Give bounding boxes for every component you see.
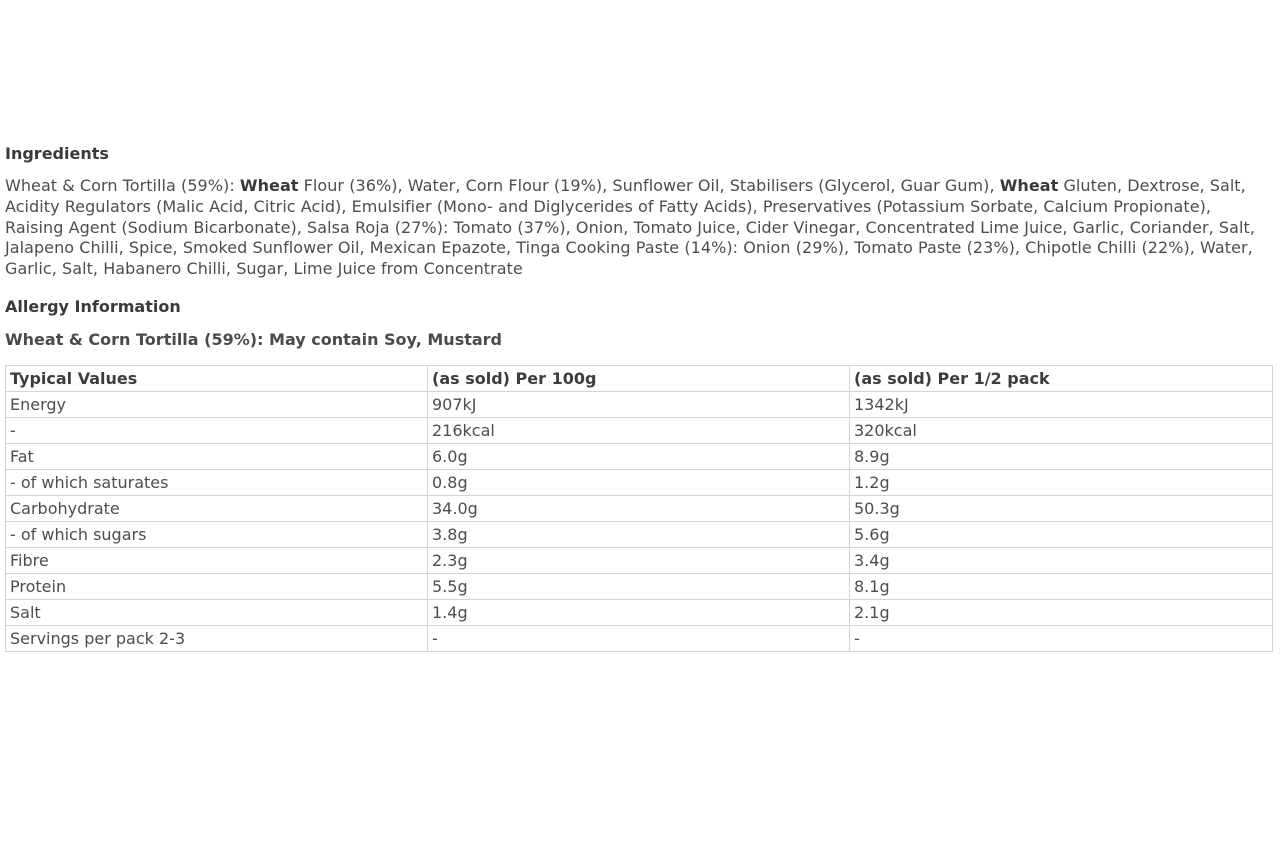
nutrient-name: Salt — [6, 599, 428, 625]
allergy-text: Wheat & Corn Tortilla (59%): May contain Soy, Mustard — [5, 329, 503, 349]
value-per-100g: 6.0g — [428, 443, 850, 469]
value-per-100g: 0.8g — [428, 469, 850, 495]
value-per-half-pack: 8.9g — [850, 443, 1273, 469]
nutrient-name: Carbohydrate — [6, 495, 428, 521]
value-per-half-pack: 3.4g — [850, 547, 1273, 573]
header-per-100g: (as sold) Per 100g — [428, 365, 850, 391]
table-row — [6, 599, 1273, 625]
value-per-half-pack: 1.2g — [850, 469, 1273, 495]
nutrition-header-row — [6, 365, 1273, 391]
value-per-half-pack: 1342kJ — [850, 391, 1273, 417]
ingredients-text — [5, 176, 1272, 280]
value-per-100g: - — [428, 625, 850, 651]
nutrient-name: Fibre — [6, 547, 428, 573]
value-per-half-pack: 8.1g — [850, 573, 1273, 599]
nutrient-name: - of which sugars — [6, 521, 428, 547]
allergy-heading: Allergy Information — [5, 296, 181, 316]
table-row — [6, 495, 1273, 521]
value-per-100g: 2.3g — [428, 547, 850, 573]
value-per-100g: 907kJ — [428, 391, 850, 417]
value-per-half-pack: 2.1g — [850, 599, 1273, 625]
allergen-wheat: Wheat — [239, 176, 299, 195]
nutrition-table — [5, 365, 1273, 652]
value-per-100g: 1.4g — [428, 599, 850, 625]
value-per-half-pack: 50.3g — [850, 495, 1273, 521]
value-per-half-pack: - — [850, 625, 1273, 651]
nutrient-name: Fat — [6, 443, 428, 469]
table-row — [6, 573, 1273, 599]
ingredients-segment: Gluten, Dextrose, Salt, Acidity Regulators (Malic Acid, Citric Acid), Emulsifier (Mono- and Diglycerides of Fatty Acids), Preservatives (Potassium Sorbate, Calcium Propionate), Raising Agent (Sodium Bicarbonate), Salsa Roja (27%): Tomato (37%), Onion, Tomato Juice, Cider Vinegar, Concentrated Lime Juice, Garlic, Coriander, Salt, Jalapeno Chilli, Spice, Smoked Sunflower Oil, Mexican Epazote, Tinga Cooking Paste (14%): Onion (29%), Tomato Paste (23%), Chipotle Chilli (22%), Water, Garlic, Salt, Habanero Chilli, Sugar, Lime Juice from Concentrate — [5, 176, 1255, 279]
value-per-100g: 34.0g — [428, 495, 850, 521]
value-per-100g: 3.8g — [428, 521, 850, 547]
nutrient-name: Servings per pack 2-3 — [6, 625, 428, 651]
table-row — [6, 469, 1273, 495]
table-row — [6, 547, 1273, 573]
ingredients-segment: Flour (36%), Water, Corn Flour (19%), Sunflower Oil, Stabilisers (Glycerol, Guar Gum), — [298, 176, 1000, 195]
header-typical-values: Typical Values — [6, 365, 428, 391]
ingredients-segment: Wheat & Corn Tortilla (59%): — [5, 176, 240, 195]
nutrient-name: - — [6, 417, 428, 443]
value-per-half-pack: 5.6g — [850, 521, 1273, 547]
value-per-100g: 5.5g — [428, 573, 850, 599]
nutrient-name: Protein — [6, 573, 428, 599]
header-per-half-pack: (as sold) Per 1/2 pack — [850, 365, 1273, 391]
table-row — [6, 521, 1273, 547]
product-info — [5, 143, 1272, 652]
table-row — [6, 443, 1273, 469]
allergen-wheat: Wheat — [999, 176, 1059, 195]
nutrient-name: - of which saturates — [6, 469, 428, 495]
table-row — [6, 417, 1273, 443]
value-per-half-pack: 320kcal — [850, 417, 1273, 443]
table-row — [6, 391, 1273, 417]
value-per-100g: 216kcal — [428, 417, 850, 443]
ingredients-heading: Ingredients — [5, 144, 109, 163]
table-row — [6, 625, 1273, 651]
nutrient-name: Energy — [6, 391, 428, 417]
